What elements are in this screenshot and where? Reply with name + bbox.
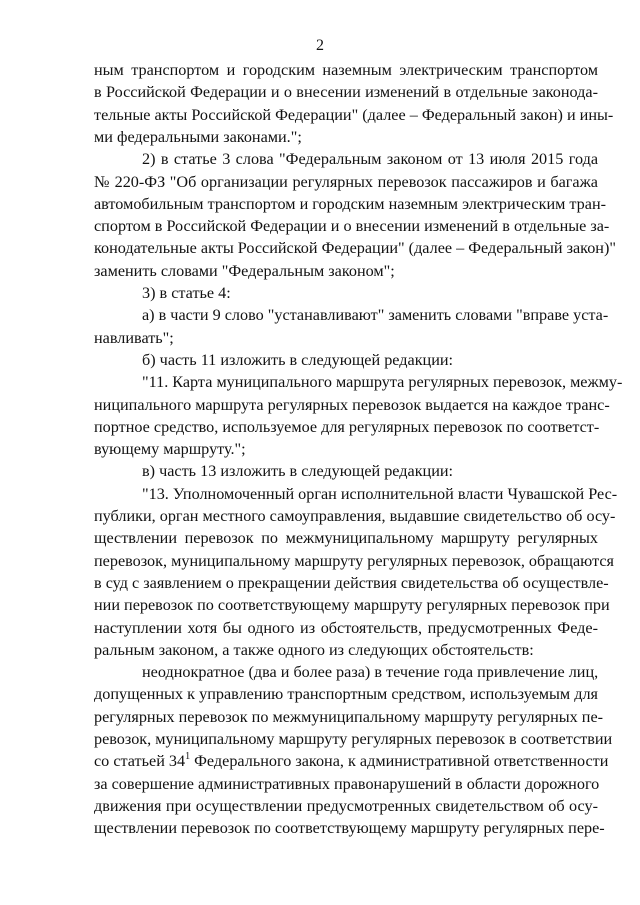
- text-line: [142, 349, 598, 371]
- text-line: [94, 728, 613, 750]
- text-line: [94, 394, 610, 416]
- text-line: [94, 527, 598, 549]
- text-line: [94, 683, 598, 705]
- text-line: [94, 215, 610, 237]
- text-line: [94, 416, 598, 438]
- text-line-content: "13. Уполномоченный орган исполнительной власти Чувашской Рес-: [142, 484, 618, 503]
- text-line: [94, 750, 609, 772]
- text-line: [94, 81, 598, 103]
- text-line-continuation: Федерального закона, к административной ответственности: [190, 752, 609, 771]
- text-line: [142, 148, 598, 170]
- text-line: [142, 661, 598, 683]
- text-line-content: заменить словами "Федеральным законом";: [94, 261, 395, 280]
- text-line: [142, 304, 609, 326]
- text-line: [142, 460, 598, 482]
- text-line: [94, 505, 616, 527]
- text-line-content: портное средство, используемое для регулярных перевозок по соответст-: [94, 417, 600, 436]
- text-line: [94, 817, 605, 839]
- text-line: [94, 126, 598, 148]
- text-line: [94, 260, 598, 282]
- text-line-content: неоднократное (два и более раза) в течение года привлечение лиц,: [142, 663, 599, 682]
- text-line: [94, 327, 598, 349]
- text-line: [142, 483, 618, 505]
- text-line: [94, 550, 614, 572]
- text-line-content: в Российской Федерации и о внесении изменений в отдельные законода-: [94, 83, 598, 102]
- text-line-content: в) часть 13 изложить в следующей редакции:: [142, 462, 454, 481]
- text-line-content: в суд с заявлением о прекращении действия свидетельства об осуществле-: [94, 573, 609, 592]
- text-line: [142, 371, 623, 393]
- text-line-content: перевозок, муниципальному маршруту регулярных перевозок, обращаются: [94, 551, 614, 570]
- text-line-content: 2) в статье 3 слова "Федеральным законом от 13 июля 2015 года: [142, 150, 598, 169]
- text-line: [94, 193, 606, 215]
- text-line-content: ниципального маршрута регулярных перевозок выдается на каждое транс-: [94, 395, 610, 414]
- text-line: [94, 706, 604, 728]
- text-line-content: регулярных перевозок по межмуниципальному маршруту регулярных пе-: [94, 707, 604, 726]
- text-line-content: "11. Карта муниципального маршрута регулярных перевозок, межму-: [142, 373, 623, 392]
- text-line-content: вующему маршруту.";: [94, 440, 246, 459]
- text-line: [94, 237, 616, 259]
- text-line-content: 3) в статье 4:: [142, 284, 231, 302]
- text-line-content: со статьей 34: [94, 752, 186, 771]
- text-line-content: ществлении перевозок по соответствующему маршруту регулярных пере-: [94, 819, 605, 838]
- text-line-content: б) часть 11 изложить в следующей редакции:: [142, 350, 454, 369]
- text-line: [94, 171, 598, 193]
- text-line: [94, 594, 610, 616]
- page-number: 2: [316, 37, 324, 54]
- text-line: [94, 104, 614, 126]
- text-line-content: допущенных к управлению транспортным средством, используемым для: [94, 685, 598, 704]
- text-line-content: публики, орган местного самоуправления, выдавшие свидетельство об осу-: [94, 507, 616, 525]
- text-line-content: наступлении хотя бы одного из обстоятельств, предусмотренных Феде-: [94, 618, 598, 637]
- text-line-content: движения при осуществлении предусмотренных свидетельством об осу-: [94, 796, 598, 815]
- text-line-content: автомобильным транспортом и городским наземным электрическим тран-: [94, 194, 606, 213]
- text-line-content: навливать";: [94, 328, 174, 347]
- text-line-content: № 220-ФЗ "Об организации регулярных перевозок пассажиров и багажа: [94, 172, 598, 191]
- text-line: [142, 282, 598, 304]
- text-line-content: нии перевозок по соответствующему маршруту регулярных перевозок при: [94, 596, 610, 615]
- text-line: [94, 572, 609, 594]
- text-line-content: конодательные акты Российской Федерации" (далее – Федеральный закон)": [94, 239, 616, 258]
- text-line: [94, 438, 598, 460]
- text-line: [94, 59, 598, 81]
- text-line-content: ральным законом, а также одного из следующих обстоятельств:: [94, 640, 534, 659]
- text-line: [94, 617, 598, 639]
- text-line-content: а) в части 9 слово "устанавливают" заменить словами "вправе уста-: [142, 306, 609, 325]
- text-line-content: за совершение административных правонарушений в области дорожного: [94, 774, 600, 793]
- text-line-content: ществлении перевозок по межмуниципальному маршруту регулярных: [94, 529, 598, 548]
- text-line: [94, 773, 598, 795]
- text-line-content: ревозок, муниципальному маршруту регулярных перевозок в соответствии: [94, 730, 613, 748]
- superscript: 1: [185, 750, 191, 762]
- text-line-content: ми федеральными законами.";: [94, 127, 302, 146]
- text-line-content: спортом в Российской Федерации и о внесении изменений в отдельные за-: [94, 217, 610, 236]
- text-line-content: тельные акты Российской Федерации" (далее – Федеральный закон) и ины-: [94, 105, 614, 124]
- text-line-content: ным транспортом и городским наземным электрическим транспортом: [94, 61, 598, 79]
- text-line: [94, 639, 598, 661]
- text-line: [94, 795, 598, 817]
